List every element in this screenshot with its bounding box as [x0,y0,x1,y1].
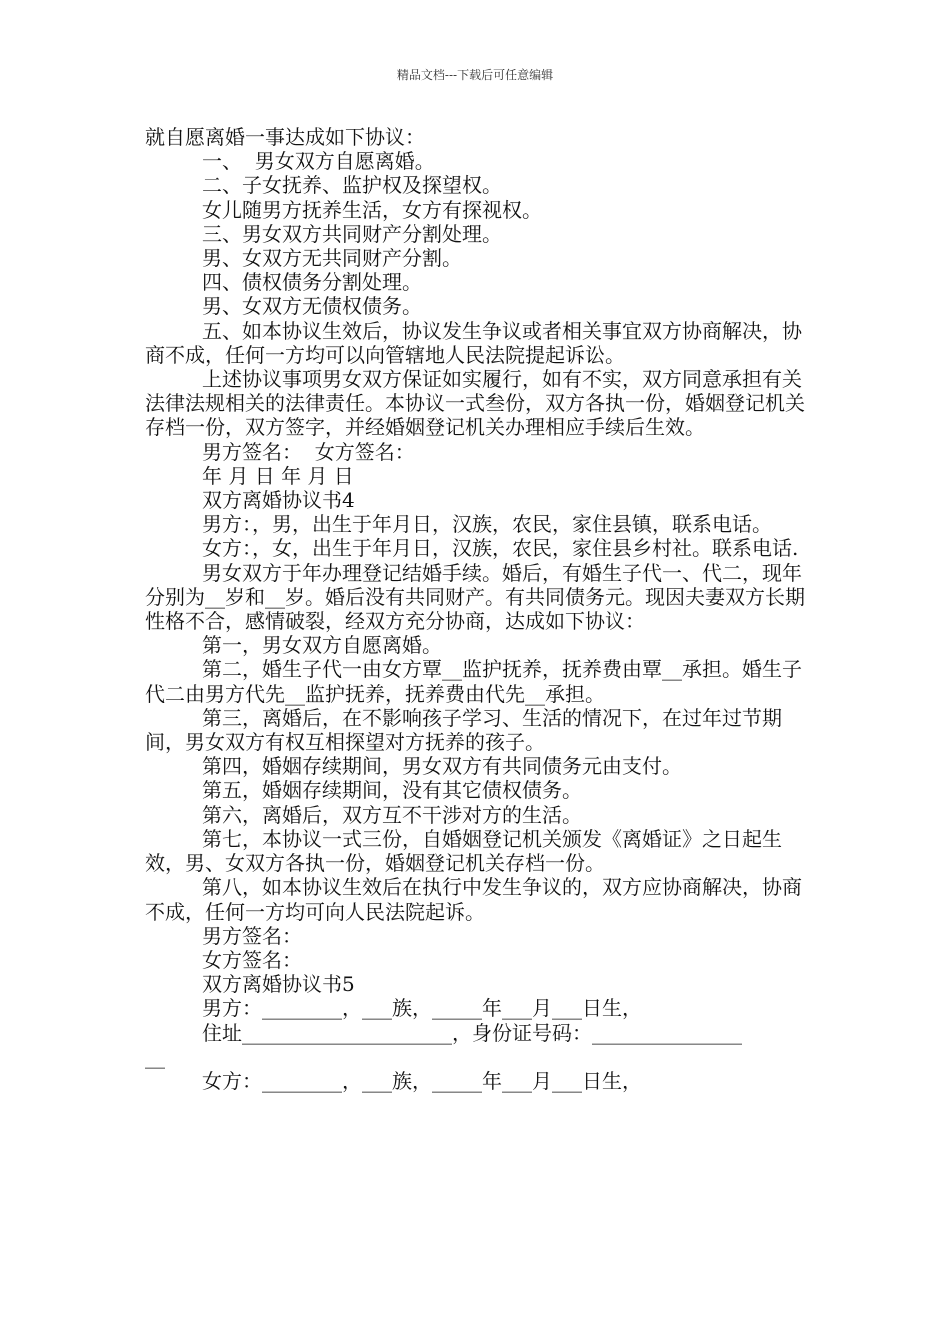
paragraph: 男、女双方无债权债务。 [202,294,422,319]
paragraph: 住址_____________________，身份证号码：_______________ __ [145,1020,742,1069]
paragraph: 第八，如本协议生效后在执行中发生争议的，双方应协商解决，协商不成，任何一方均可向人民法院起诉。 [145,875,802,924]
paragraph: 第二，婚生子代一由女方覃__监护抚养，抚养费由覃__承担。婚生子代二由男方代先__监护抚养，抚养费由代先__承担。 [145,657,802,706]
paragraph: 第六，离婚后，双方互不干涉对方的生活。 [202,802,582,827]
paragraph: 上述协议事项男女双方保证如实履行，如有不实，双方同意承担有关法律法规相关的法律责任。本协议一式叁份，双方各执一份，婚姻登记机关存档一份，双方签字，并经婚姻登记机关办理相应手续后生效。 [145,367,805,440]
paragraph: 男方签名： [202,923,302,948]
paragraph: 四、债权债务分割处理。 [202,270,422,295]
paragraph: 女方：，女，出生于年月日，汉族，农民，家住县乡村社。联系电话. [202,536,799,561]
paragraph: 双方离婚协议书5 [202,972,355,997]
paragraph: 年 月 日 年 月 日 [202,463,354,488]
paragraph: 男、女双方无共同财产分割。 [202,246,462,271]
paragraph: 二、子女抚养、监护权及探望权。 [202,173,502,198]
paragraph: 第七，本协议一式三份，自婚姻登记机关颁发《离婚证》之日起生效，男、女双方各执一份，婚姻登记机关存档一份。 [145,826,782,876]
paragraph: 双方离婚协议书4 [202,488,355,513]
paragraph: 女方签名： [202,947,302,972]
paragraph: 第一，男女双方自愿离婚。 [202,633,442,658]
page-header: 精品文档---下载后可任意编辑 [396,68,554,82]
paragraph: 第四，婚姻存续期间，男女双方有共同债务元由支付。 [202,754,682,779]
paragraph: 三、男女双方共同财产分割处理。 [202,221,502,246]
paragraph: 五、如本协议生效后，协议发生争议或者相关事宜双方协商解决，协商不成，任何一方均可以向管辖地人民法院提起诉讼。 [145,318,802,367]
document-body [145,125,815,1093]
paragraph: 就自愿离婚一事达成如下协议： [145,125,425,149]
paragraph: 女方：________，___族，_____年___月___日生， [202,1068,642,1093]
paragraph: 男女双方于年办理登记结婚手续。婚后，有婚生子代一、代二，现年分别为__岁和__岁。婚后没有共同财产。有共同债务元。现因夫妻双方长期性格不合，感情破裂，经双方充分协商，达成如下协议： [145,560,805,634]
paragraph: 第五，婚姻存续期间，没有其它债权债务。 [202,778,582,803]
paragraph: 第三，离婚后，在不影响孩子学习、生活的情况下，在过年过节期间，男女双方有权互相探望对方抚养的孩子。 [145,705,782,755]
paragraph: 女儿随男方抚养生活，女方有探视权。 [202,197,542,222]
paragraph: 一、 男女双方自愿离婚。 [202,149,435,174]
paragraph: 男方：________，___族，_____年___月___日生， [202,996,642,1021]
paragraph: 男方签名： 女方签名： [202,439,415,464]
paragraph: 男方：，男，出生于年月日，汉族，农民，家住县镇，联系电话。 [202,512,772,537]
